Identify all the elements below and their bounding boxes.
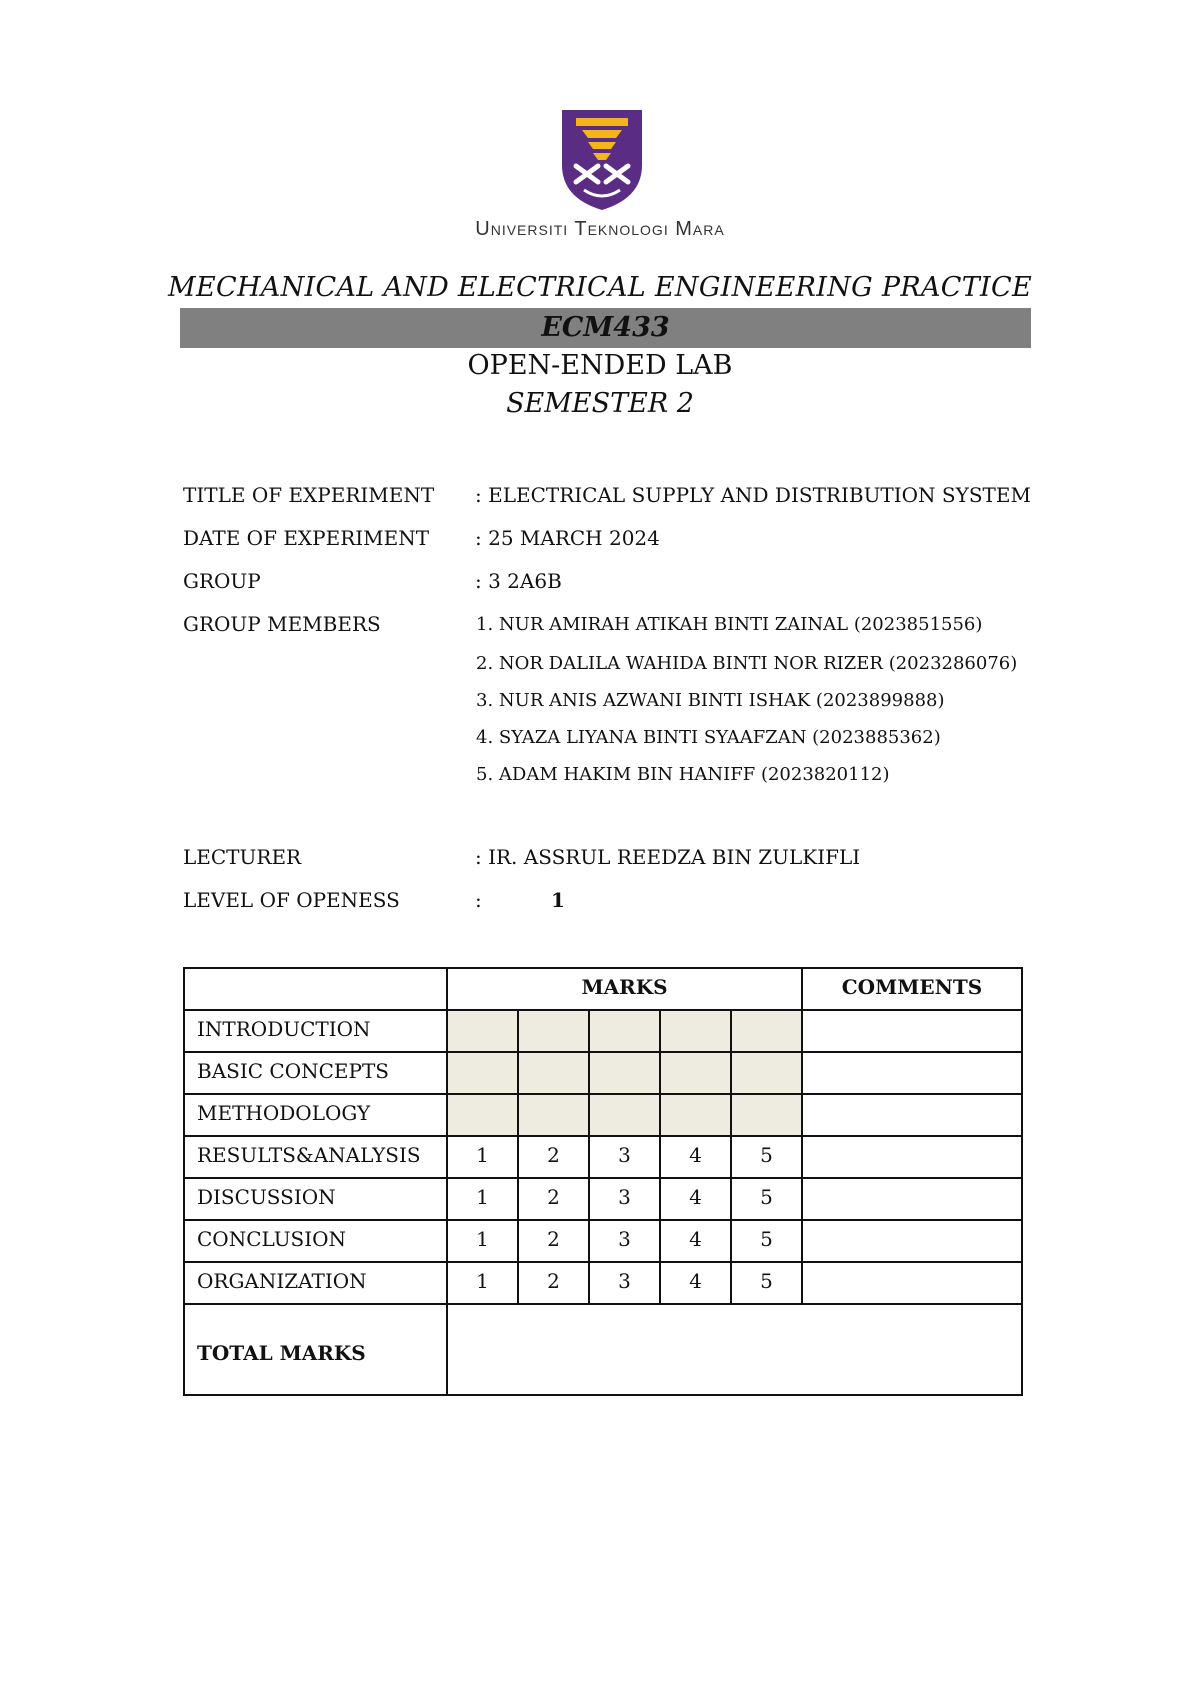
comment-cell[interactable] xyxy=(802,1052,1022,1094)
university-logo xyxy=(0,110,1200,250)
group-member-item: 4. SYAZA LIYANA BINTI SYAAFZAN (2023885362) xyxy=(476,727,941,748)
score-cell[interactable]: 1 xyxy=(447,1136,518,1178)
header-blank-cell xyxy=(184,968,447,1010)
experiment-date-value: : 25 MARCH 2024 xyxy=(475,526,660,550)
criterion-name: ORGANIZATION xyxy=(184,1262,447,1304)
score-cell[interactable] xyxy=(731,1094,802,1136)
score-cell[interactable] xyxy=(731,1010,802,1052)
score-cell[interactable]: 3 xyxy=(589,1220,660,1262)
lecturer-label: LECTURER xyxy=(183,845,302,869)
score-cell[interactable] xyxy=(660,1094,731,1136)
score-cell[interactable]: 5 xyxy=(731,1136,802,1178)
score-cell[interactable] xyxy=(589,1052,660,1094)
group-member-item: 1. NUR AMIRAH ATIKAH BINTI ZAINAL (2023851556) xyxy=(476,614,983,635)
comment-cell[interactable] xyxy=(802,1094,1022,1136)
table-row xyxy=(184,1220,1022,1262)
score-cell[interactable] xyxy=(660,1052,731,1094)
comment-cell[interactable] xyxy=(802,1220,1022,1262)
score-cell[interactable]: 4 xyxy=(660,1178,731,1220)
score-cell[interactable] xyxy=(731,1052,802,1094)
course-code: ECM433 xyxy=(180,308,1031,348)
criterion-name: CONCLUSION xyxy=(184,1220,447,1262)
openess-colon: : xyxy=(475,888,482,912)
table-header-row xyxy=(184,968,1022,1010)
table-row xyxy=(184,1052,1022,1094)
score-cell[interactable]: 4 xyxy=(660,1136,731,1178)
score-cell[interactable] xyxy=(447,1010,518,1052)
score-cell[interactable]: 4 xyxy=(660,1262,731,1304)
table-row xyxy=(184,1094,1022,1136)
course-title: MECHANICAL AND ELECTRICAL ENGINEERING PRACTICE xyxy=(168,272,1032,303)
criterion-name: BASIC CONCEPTS xyxy=(184,1052,447,1094)
criterion-name: DISCUSSION xyxy=(184,1178,447,1220)
score-cell[interactable]: 3 xyxy=(589,1136,660,1178)
experiment-date-label: DATE OF EXPERIMENT xyxy=(183,526,430,550)
group-member-item: 2. NOR DALILA WAHIDA BINTI NOR RIZER (2023286076) xyxy=(476,653,1018,674)
score-cell[interactable]: 2 xyxy=(518,1220,589,1262)
total-marks-label: TOTAL MARKS xyxy=(184,1304,447,1395)
criterion-name: RESULTS&ANALYSIS xyxy=(184,1136,447,1178)
uitm-crest-icon xyxy=(562,110,642,210)
score-cell[interactable]: 5 xyxy=(731,1262,802,1304)
header-marks: MARKS xyxy=(447,968,802,1010)
score-cell[interactable] xyxy=(518,1010,589,1052)
score-cell[interactable]: 5 xyxy=(731,1178,802,1220)
table-row xyxy=(184,1178,1022,1220)
score-cell[interactable]: 3 xyxy=(589,1262,660,1304)
score-cell[interactable] xyxy=(660,1010,731,1052)
score-cell[interactable]: 3 xyxy=(589,1178,660,1220)
score-cell[interactable]: 5 xyxy=(731,1220,802,1262)
group-members-label: GROUP MEMBERS xyxy=(183,612,381,636)
table-row xyxy=(184,1136,1022,1178)
experiment-title-label: TITLE OF EXPERIMENT xyxy=(183,483,435,507)
group-value: : 3 2A6B xyxy=(475,569,562,593)
university-name: Universiti Teknologi Mara xyxy=(475,218,725,240)
score-cell[interactable]: 2 xyxy=(518,1136,589,1178)
score-cell[interactable]: 1 xyxy=(447,1178,518,1220)
score-cell[interactable] xyxy=(589,1094,660,1136)
header-comments: COMMENTS xyxy=(802,968,1022,1010)
score-cell[interactable] xyxy=(518,1052,589,1094)
group-member-item: 3. NUR ANIS AZWANI BINTI ISHAK (2023899888) xyxy=(476,690,945,711)
openess-value: 1 xyxy=(551,888,565,912)
group-label: GROUP xyxy=(183,569,261,593)
total-row xyxy=(184,1304,1022,1395)
lab-type: OPEN-ENDED LAB xyxy=(467,350,733,381)
comment-cell[interactable] xyxy=(802,1262,1022,1304)
score-cell[interactable] xyxy=(518,1094,589,1136)
score-cell[interactable]: 1 xyxy=(447,1220,518,1262)
score-cell[interactable] xyxy=(589,1010,660,1052)
criterion-name: INTRODUCTION xyxy=(184,1010,447,1052)
total-marks-cell[interactable] xyxy=(447,1304,1022,1395)
score-cell[interactable]: 4 xyxy=(660,1220,731,1262)
comment-cell[interactable] xyxy=(802,1136,1022,1178)
comment-cell[interactable] xyxy=(802,1178,1022,1220)
semester: SEMESTER 2 xyxy=(506,388,694,419)
score-cell[interactable]: 1 xyxy=(447,1262,518,1304)
group-member-item: 5. ADAM HAKIM BIN HANIFF (2023820112) xyxy=(476,764,890,785)
score-cell[interactable] xyxy=(447,1094,518,1136)
experiment-title-value: : ELECTRICAL SUPPLY AND DISTRIBUTION SYSTEM xyxy=(475,483,1031,507)
table-row xyxy=(184,1262,1022,1304)
criterion-name: METHODOLOGY xyxy=(184,1094,447,1136)
lecturer-value: : IR. ASSRUL REEDZA BIN ZULKIFLI xyxy=(475,845,861,869)
score-cell[interactable]: 2 xyxy=(518,1178,589,1220)
marks-table xyxy=(183,967,1023,1396)
score-cell[interactable] xyxy=(447,1052,518,1094)
openess-label: LEVEL OF OPENESS xyxy=(183,888,400,912)
comment-cell[interactable] xyxy=(802,1010,1022,1052)
table-row xyxy=(184,1010,1022,1052)
score-cell[interactable]: 2 xyxy=(518,1262,589,1304)
